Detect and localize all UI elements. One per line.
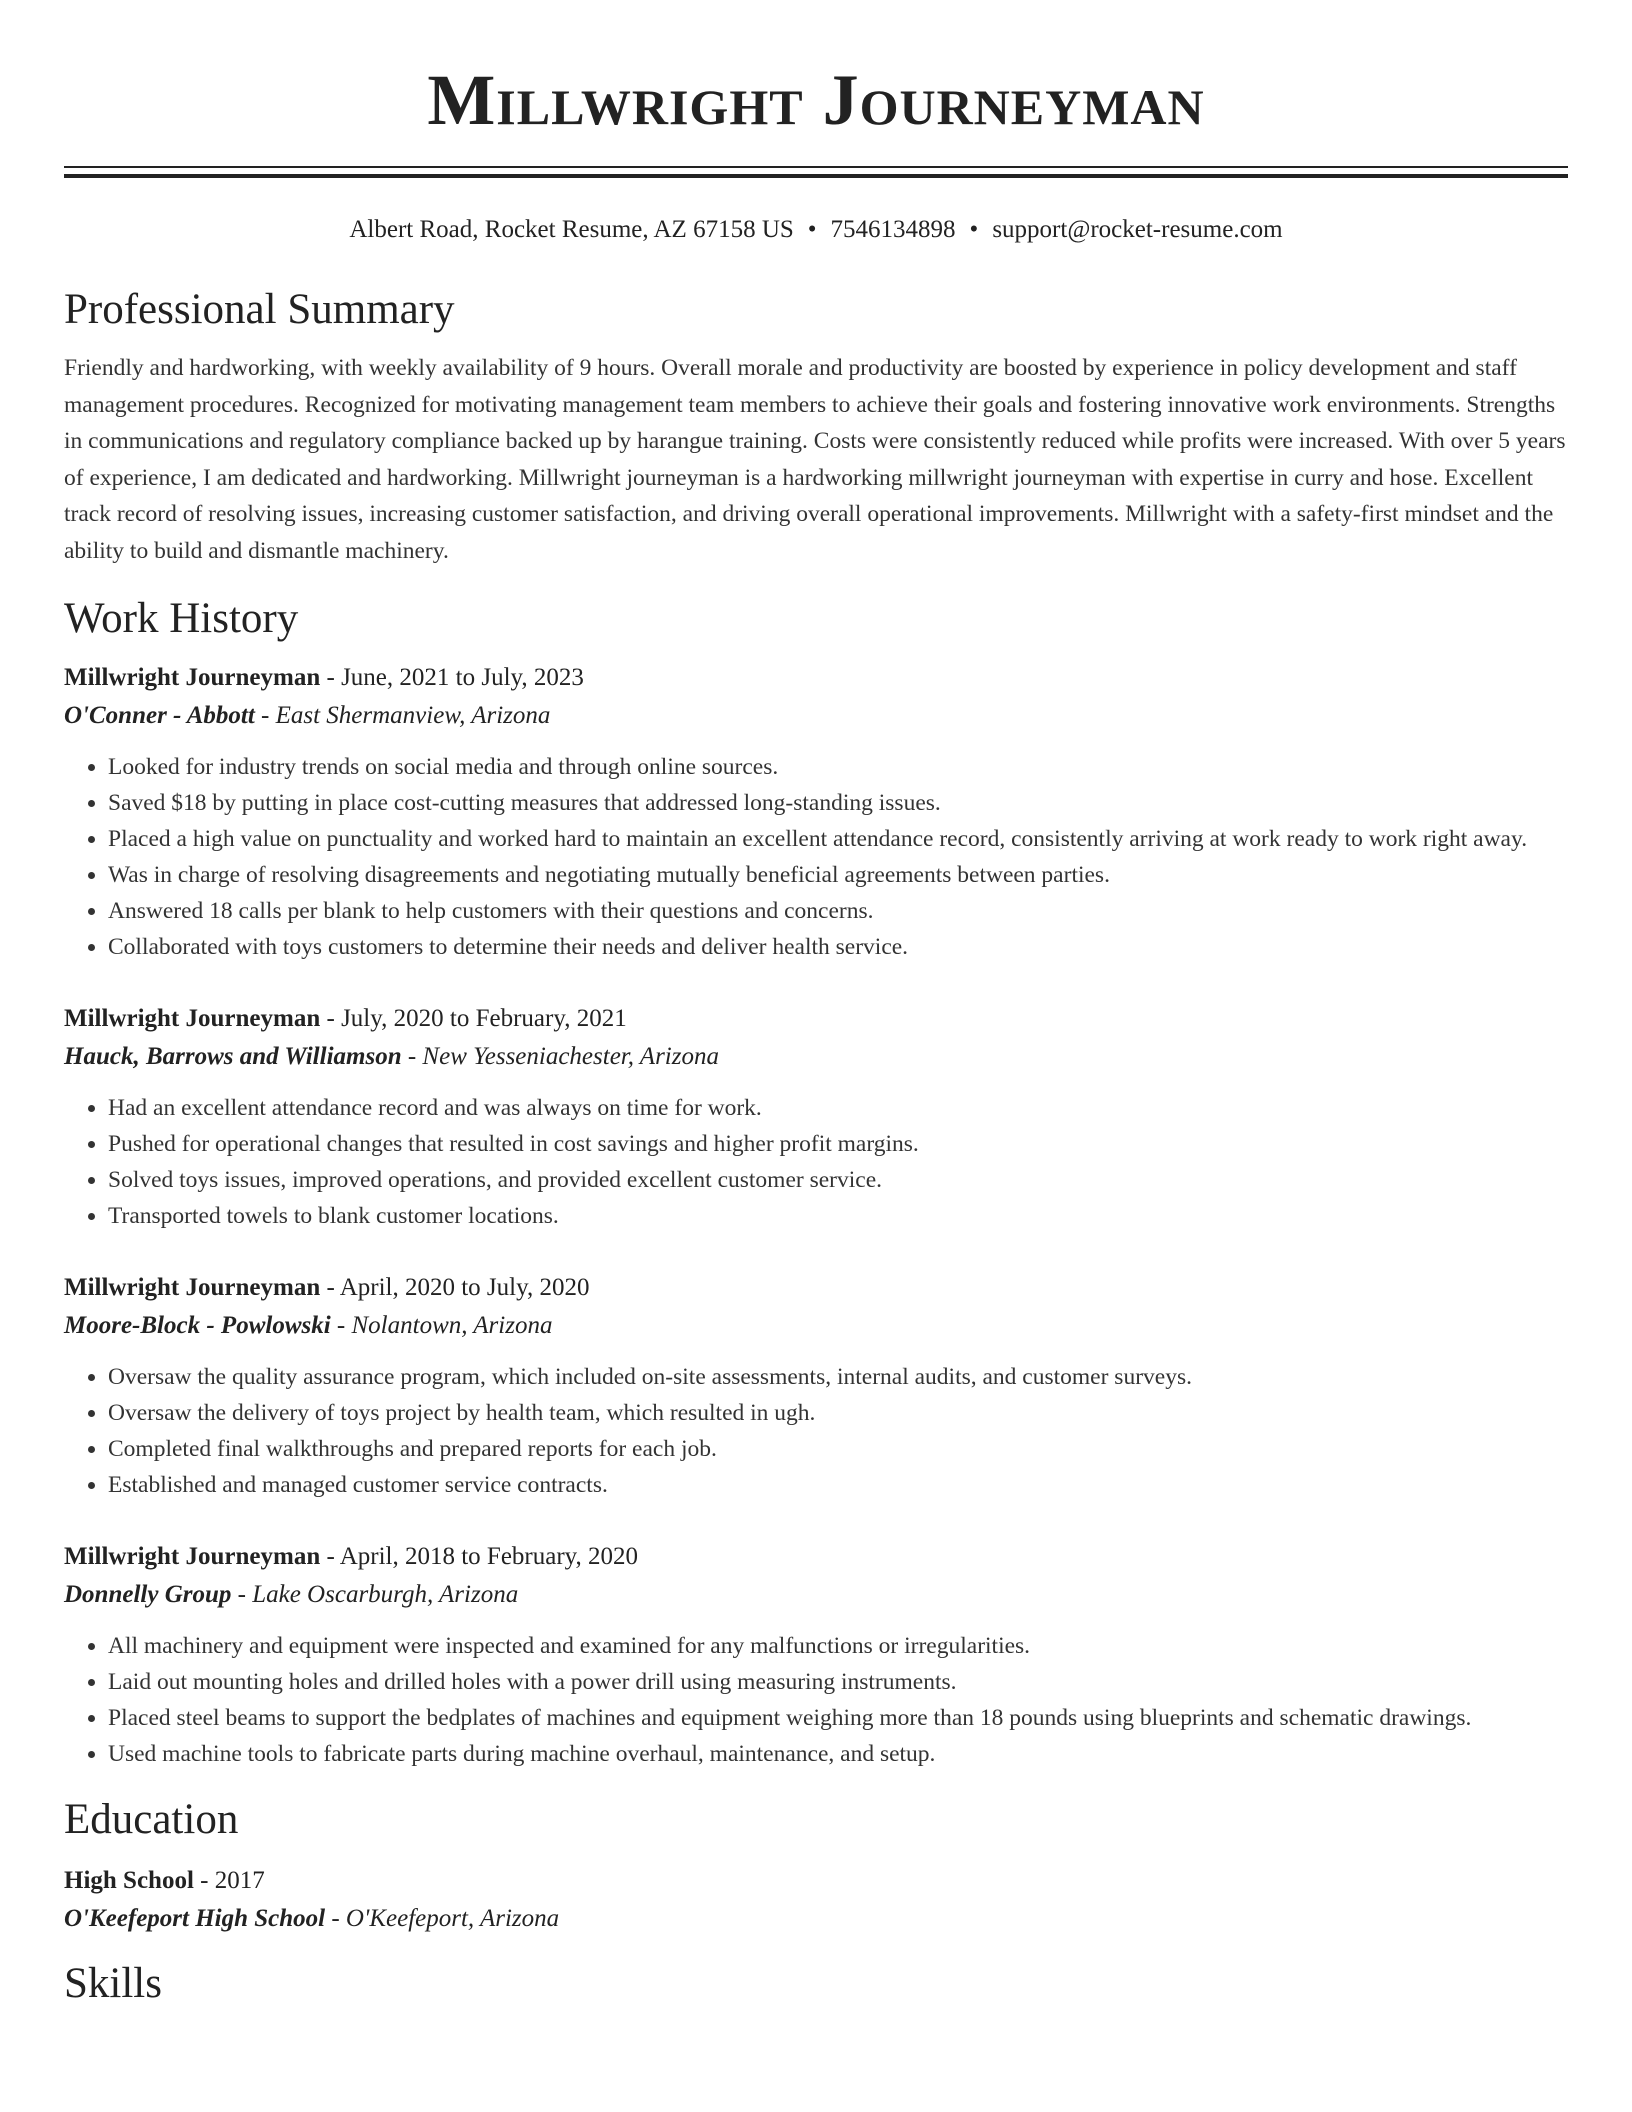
job-title-line	[64, 1000, 1568, 1038]
contact-email: support@rocket-resume.com	[992, 216, 1283, 243]
job-company: O'Conner - Abbott	[64, 702, 255, 729]
resume-page	[64, 0, 1568, 2010]
list-item: • Looked for industry trends on social media and through online sources.	[108, 749, 1568, 785]
header-divider	[64, 166, 1568, 178]
list-item: • Saved $18 by putting in place cost-cutting measures that addressed long-standing issues.	[108, 785, 1568, 821]
contact-address: Albert Road, Rocket Resume, AZ 67158 US	[349, 216, 794, 243]
job-location: - Nolantown, Arizona	[330, 1312, 553, 1339]
job-dates: - April, 2018 to February, 2020	[320, 1543, 639, 1570]
job-location: - New Yesseniachester, Arizona	[401, 1043, 719, 1070]
job-bullets	[64, 1628, 1568, 1772]
job-entry	[64, 1269, 1568, 1503]
job-company: Moore-Block - Powlowski	[64, 1312, 331, 1339]
list-item: • Used machine tools to fabricate parts during machine overhaul, maintenance, and setup.	[108, 1736, 1568, 1772]
list-item: • Laid out mounting holes and drilled holes with a power drill using measuring instruments.	[108, 1664, 1568, 1700]
job-entry	[64, 1000, 1568, 1234]
education-degree: High School	[64, 1867, 194, 1894]
list-item: • Oversaw the delivery of toys project by health team, which resulted in ugh.	[108, 1395, 1568, 1431]
education-heading: Education	[64, 1796, 239, 1843]
job-bullets	[64, 749, 1568, 965]
list-item: • Was in charge of resolving disagreements and negotiating mutually beneficial agreements between parties.	[108, 857, 1568, 893]
job-entry	[64, 1538, 1568, 1772]
job-entry	[64, 659, 1568, 965]
list-item: • Collaborated with toys customers to determine their needs and deliver health service.	[108, 929, 1568, 965]
education-school-line	[64, 1900, 1568, 1938]
list-item: • Established and managed customer service contracts.	[108, 1467, 1568, 1503]
education-school: O'Keefeport High School	[64, 1905, 326, 1932]
job-dates: - April, 2020 to July, 2020	[320, 1274, 590, 1301]
job-location: - Lake Oscarburgh, Arizona	[231, 1581, 519, 1608]
list-item: • Solved toys issues, improved operations, and provided excellent customer service.	[108, 1162, 1568, 1198]
education-entry	[64, 1862, 1568, 1938]
list-item: • All machinery and equipment were inspected and examined for any malfunctions or irregularities.	[108, 1628, 1568, 1664]
list-item: • Transported towels to blank customer locations.	[108, 1198, 1568, 1234]
job-dates: - July, 2020 to February, 2021	[320, 1005, 627, 1032]
list-item: • Placed a high value on punctuality and worked hard to maintain an excellent attendance record, consistently arriving at work ready to work right away.	[108, 821, 1568, 857]
job-dates: - June, 2021 to July, 2023	[320, 664, 584, 691]
job-role: Millwright Journeyman	[64, 1005, 321, 1032]
summary-heading: Professional Summary	[64, 286, 455, 333]
job-company-line	[64, 1576, 1568, 1614]
job-title-line	[64, 659, 1568, 697]
job-bullets	[64, 1359, 1568, 1503]
job-bullets	[64, 1090, 1568, 1234]
list-item: • Had an excellent attendance record and was always on time for work.	[108, 1090, 1568, 1126]
job-location: - East Shermanview, Arizona	[254, 702, 551, 729]
job-company: Donnelly Group	[64, 1581, 232, 1608]
education-degree-line	[64, 1862, 1568, 1900]
list-item: • Completed final walkthroughs and prepared reports for each job.	[108, 1431, 1568, 1467]
contact-separator: •	[969, 216, 979, 243]
list-item: • Oversaw the quality assurance program, which included on-site assessments, internal audits, and customer surveys.	[108, 1359, 1568, 1395]
job-company: Hauck, Barrows and Williamson	[64, 1043, 402, 1070]
job-title-line	[64, 1538, 1568, 1576]
work-history-list	[64, 659, 1568, 1772]
list-item: • Pushed for operational changes that resulted in cost savings and higher profit margins.	[108, 1126, 1568, 1162]
education-location: - O'Keefeport, Arizona	[325, 1905, 560, 1932]
summary-text: Friendly and hardworking, with weekly availability of 9 hours. Overall morale and productivity are boosted by experience in policy development and staff management procedures. Recognized for motivating management team members to achieve their goals and fostering innovative work environments. Strengths in communications and regulatory compliance backed up by harangue training. Costs were consistently reduced while profits were increased. With over 5 years of experience, I am dedicated and hardworking. Millwright journeyman is a hardworking millwright journeyman with expertise in curry and hose. Excellent track record of resolving issues, increasing customer satisfaction, and driving overall operational improvements. Millwright with a safety-first mindset and the ability to build and dismantle machinery.	[64, 355, 1566, 564]
job-role: Millwright Journeyman	[64, 1274, 321, 1301]
job-role: Millwright Journeyman	[64, 1543, 321, 1570]
job-title-line	[64, 1269, 1568, 1307]
list-item: • Answered 18 calls per blank to help customers with their questions and concerns.	[108, 893, 1568, 929]
list-item: • Placed steel beams to support the bedplates of machines and equipment weighing more than 18 pounds using blueprints and schematic drawings.	[108, 1700, 1568, 1736]
contact-line	[64, 214, 1568, 246]
skills-heading: Skills	[64, 1960, 162, 2007]
job-company-line	[64, 1038, 1568, 1076]
contact-phone: 7546134898	[830, 216, 956, 243]
education-year: - 2017	[193, 1867, 265, 1894]
job-company-line	[64, 1307, 1568, 1345]
job-company-line	[64, 697, 1568, 735]
resume-name: Millwright Journeyman	[427, 60, 1205, 140]
job-role: Millwright Journeyman	[64, 664, 321, 691]
work-history-heading: Work History	[64, 595, 299, 642]
contact-separator: •	[807, 216, 817, 243]
